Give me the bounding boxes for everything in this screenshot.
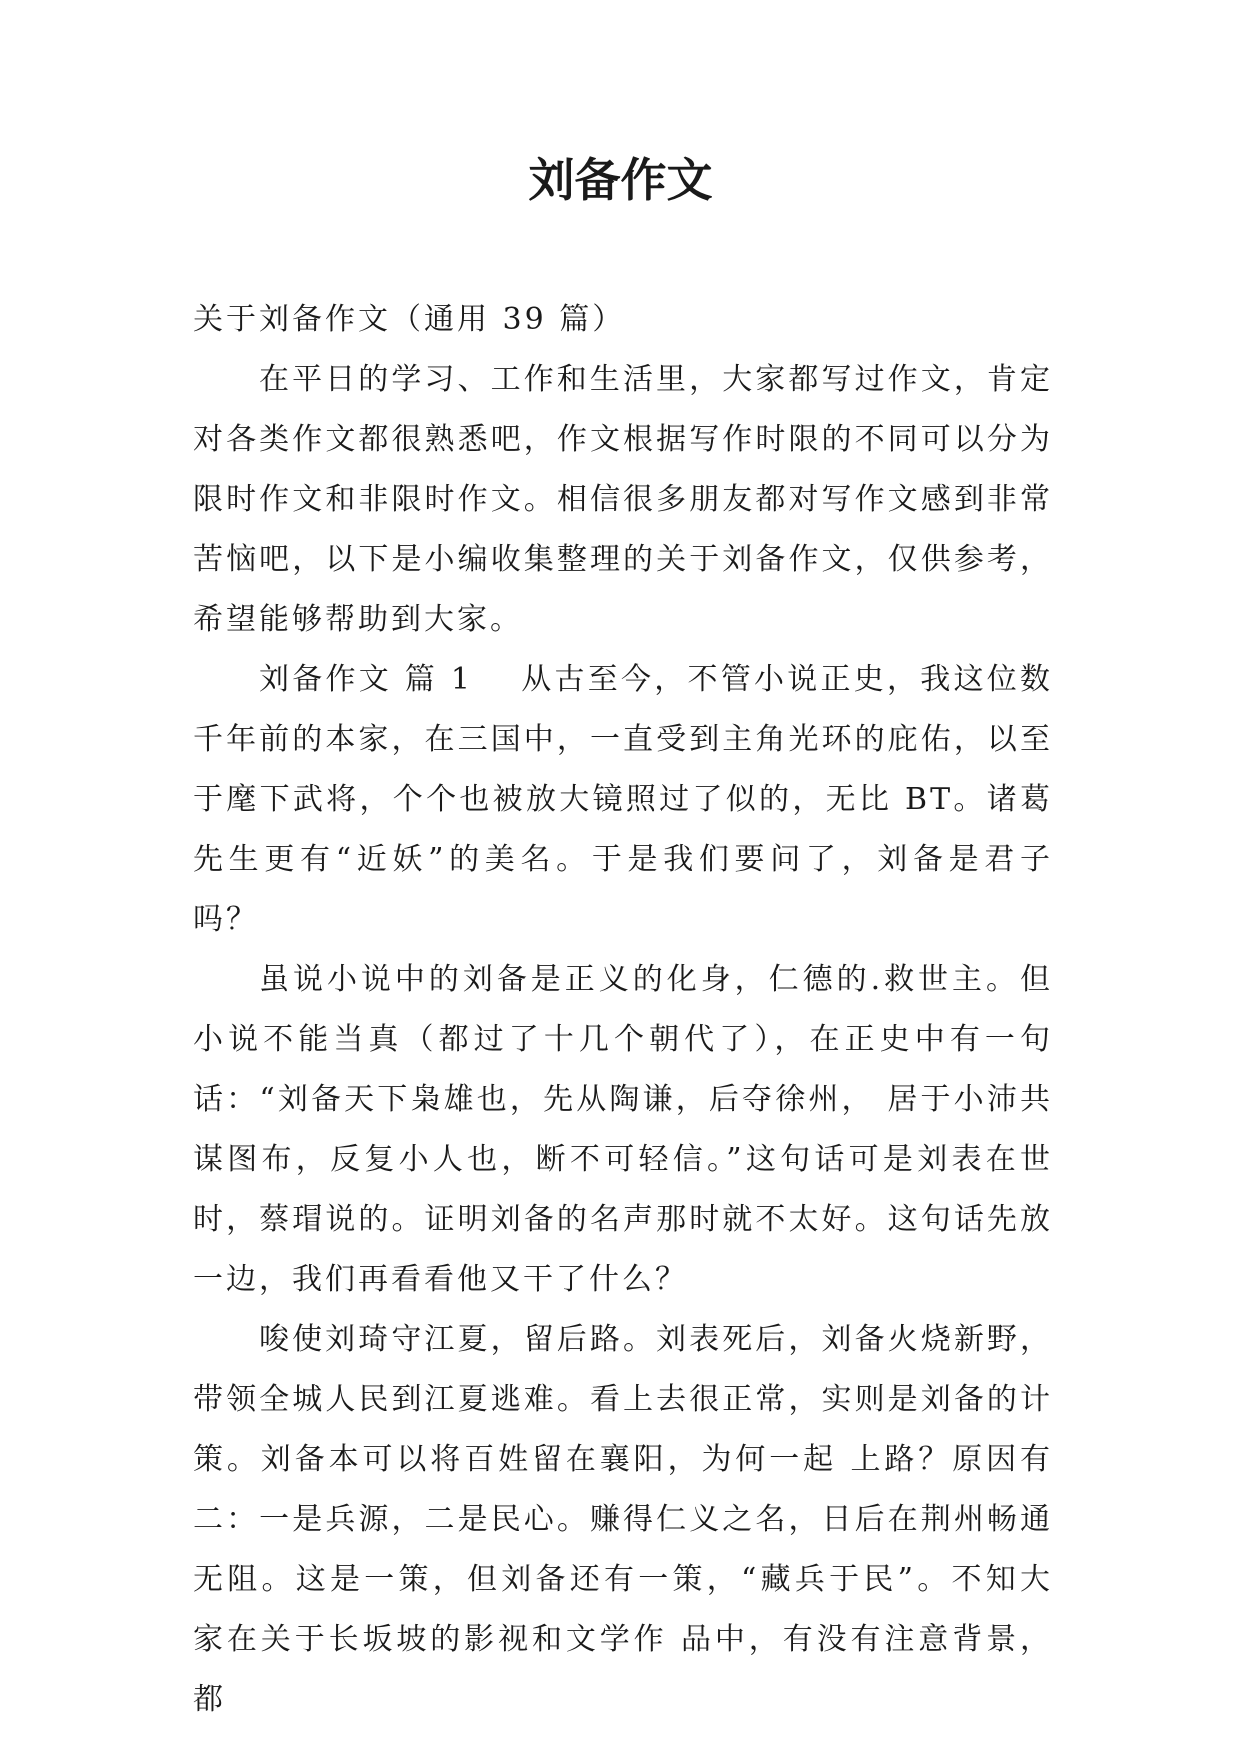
paragraph-text: 从古至今，不管小说正史，我这位数千年前的本家，在三国中，一直受到主角光环的庇佑，以至于麾下武将，个个也被放大镜照过了似的，无比 BT。诸葛先生更有“近妖”的美名。于是我们要问了，刘备是君子吗？	[193, 662, 1053, 937]
paragraph-3: 唆使刘琦守江夏，留后路。刘表死后，刘备火烧新野，带领全城人民到江夏逃难。看上去很正常，实则是刘备的计策。刘备本可以将百姓留在襄阳，为何一起 上路？原因有二：一是兵源，二是民心。赚得仁义之名，日后在荆州畅通无阻。这是一策，但刘备还有一策，“藏兵于民”。不知大家在关于长坂坡的影视和文学作 品中，有没有注意背景，都	[193, 1322, 1053, 1717]
document-title: 刘备作文	[528, 153, 713, 207]
paragraph-2: 虽说小说中的刘备是正义的化身，仁德的.救世主。但小说不能当真（都过了十几个朝代了），在正史中有一句话：“刘备天下枭雄也，先从陶谦，后夺徐州， 居于小沛共谋图布，反复小人也，断不可轻信。”这句话可是刘表在世时，蔡瑁说的。证明刘备的名声那时就不太好。这句话先放一边，我们再看看他又干了什么？	[193, 962, 1053, 1297]
paragraph-section-1	[193, 650, 1053, 950]
document-body	[193, 290, 1053, 1730]
paragraph-intro: 在平日的学习、工作和生活里，大家都写过作文，肯定对各类作文都很熟悉吧，作文根据写作时限的不同可以分为限时作文和非限时作文。相信很多朋友都对写作文感到非常苦恼吧，以下是小编收集整理的关于刘备作文，仅供参考，希望能够帮助到大家。	[193, 362, 1053, 637]
section-label: 刘备作文 篇 1	[259, 662, 473, 697]
document-subtitle: 关于刘备作文（通用 39 篇）	[193, 302, 626, 337]
